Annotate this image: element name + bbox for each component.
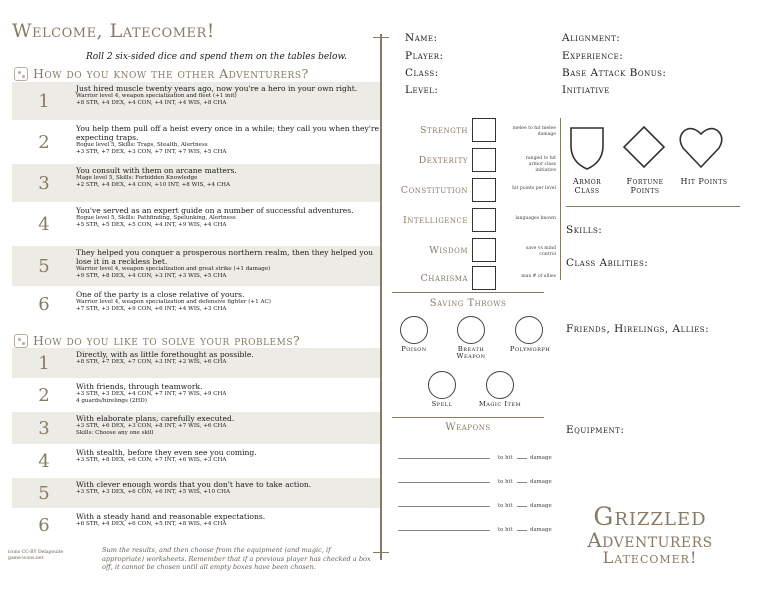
row-stats: +9 STR, +8 DEX, +4 CON, +3 INT, +3 WIS, +5 CHA — [76, 273, 227, 279]
row-stats: +8 STR, +7 DEX, +7 CON, +3 INT, +2 WIS, +6 CHA — [76, 359, 227, 365]
ability-label: Dexterity — [418, 155, 468, 166]
field-level[interactable]: Level: — [405, 84, 439, 96]
to-hit-label: to hit — [498, 479, 513, 485]
row-stats: Skills: Choose any one skill — [76, 430, 154, 436]
damage-label: damage — [530, 455, 552, 461]
save-spell-circle[interactable] — [428, 371, 456, 399]
row-stats: Mage level 5, Skills: Forbidden Knowledge — [76, 175, 198, 181]
field-experience[interactable]: Experience: — [562, 50, 624, 62]
row-stats: Rogue level 5, Skills: Traps, Stealth, Alertness — [76, 142, 208, 148]
ability-score-box[interactable] — [472, 148, 496, 172]
field-player[interactable]: Player: — [405, 50, 444, 62]
diamond-icon — [621, 124, 667, 170]
row-stats: Warrior level 4, weapon specialization and fleet (+1 init) — [76, 93, 237, 99]
save-polymorph-label: Polymorph — [509, 345, 551, 353]
row-stats: +5 STR, +5 DEX, +5 CON, +4 INT, +9 WIS, +4 CHA — [76, 222, 227, 228]
ability-score-box[interactable] — [472, 238, 496, 262]
table-row[interactable] — [12, 82, 382, 120]
shield-icon — [568, 124, 606, 172]
ability-label: Wisdom — [429, 245, 468, 256]
divider-cap-top — [373, 30, 389, 38]
roll-number: 4 — [38, 213, 50, 235]
row-text — [76, 122, 382, 162]
dice-icon — [14, 67, 28, 81]
save-poison-label: Poison — [401, 345, 427, 353]
roll-number: 1 — [38, 352, 50, 374]
row-description: You consult with them on arcane matters. — [76, 166, 237, 175]
to-hit-line[interactable] — [517, 458, 527, 459]
damage-label: damage — [530, 503, 552, 509]
row-stats: +3 STR, +7 DEX, +3 CON, +7 INT, +7 WIS, +5 CHA — [76, 149, 227, 155]
rule-line — [392, 417, 544, 418]
row-description: With elaborate plans, carefully executed. — [76, 414, 235, 423]
save-spell-label: Spell — [431, 400, 453, 408]
weapon-name-line[interactable] — [398, 458, 490, 459]
roll-number: 5 — [38, 255, 50, 277]
save-breath-label: Breath Weapon — [456, 345, 486, 360]
row-description: You've served as an expert guide on a number of successful adventures. — [76, 206, 354, 215]
ability-score-box[interactable] — [472, 118, 496, 142]
row-text — [76, 348, 382, 378]
roll-number: 3 — [38, 417, 50, 439]
credit-line: game-icons.net — [8, 556, 44, 561]
to-hit-line[interactable] — [517, 530, 527, 531]
section-heading-label: How do you like to solve your problems? — [33, 333, 301, 348]
table-row[interactable] — [12, 412, 382, 444]
roll-number: 5 — [38, 482, 50, 504]
logo-latecomer: Latecomer! — [602, 548, 698, 567]
table-row[interactable] — [12, 288, 382, 320]
row-text — [76, 478, 382, 508]
save-polymorph-circle[interactable] — [515, 316, 543, 344]
weapon-name-line[interactable] — [398, 530, 490, 531]
ability-label: Charisma — [420, 273, 468, 284]
row-stats: +3 STR, +3 DEX, +6 CON, +6 INT, +5 WIS, +10 CHA — [76, 489, 231, 495]
ability-note: max # of allies — [521, 274, 556, 279]
roll-number: 6 — [38, 514, 50, 536]
row-description: Directly, with as little forethought as possible. — [76, 350, 254, 359]
equipment-label[interactable]: Equipment: — [566, 424, 625, 436]
field-initiative[interactable]: Initiative — [562, 84, 610, 96]
table-row[interactable] — [12, 122, 382, 162]
logo-adventurers: Adventurers — [587, 528, 713, 552]
save-breath-circle[interactable] — [457, 316, 485, 344]
save-magic-item-circle[interactable] — [486, 371, 514, 399]
ability-score-box[interactable] — [472, 208, 496, 232]
damage-label: damage — [530, 527, 552, 533]
saving-throws-heading: Saving Throws — [429, 298, 507, 309]
heart-icon — [678, 124, 724, 170]
friends-hirelings-allies-label[interactable]: Friends, Hirelings, Allies: — [566, 323, 710, 335]
rule-line — [566, 206, 740, 207]
roll-number: 1 — [38, 90, 50, 112]
row-text — [76, 510, 382, 540]
row-stats: +3 STR, +6 DEX, +3 CON, +8 INT, +7 WIS, +6 CHA — [76, 423, 227, 429]
armor-class-label: Armor Class — [572, 177, 602, 195]
row-text — [76, 164, 382, 202]
hit-points-label: Hit Points — [680, 177, 728, 186]
weapon-name-line[interactable] — [398, 506, 490, 507]
weapon-name-line[interactable] — [398, 482, 490, 483]
to-hit-label: to hit — [498, 527, 513, 533]
row-description: With stealth, before they even see you coming. — [76, 448, 257, 457]
row-description: You help them pull off a heist every once in a while; they call you when they're expecting traps. — [76, 124, 379, 142]
row-stats: +7 STR, +3 DEX, +9 CON, +6 INT, +4 WIS, +3 CHA — [76, 306, 227, 312]
ability-note: languages known — [515, 216, 556, 221]
to-hit-label: to hit — [498, 503, 513, 509]
row-stats: +3 STR, +3 DEX, +4 CON, +7 INT, +7 WIS, +9 CHA — [76, 391, 227, 397]
table-row[interactable] — [12, 478, 382, 508]
row-description: They helped you conquer a prosperous northern realm, then they helped you lose it in a reckless bet. — [76, 248, 374, 266]
ability-label: Constitution — [400, 185, 468, 196]
table-row[interactable] — [12, 446, 382, 476]
credit-line: icons CC-BY Delapouite — [8, 550, 64, 555]
row-stats: Warrior level 4, weapon specialization and defensive fighter (+1 AC) — [76, 299, 271, 305]
row-description: One of the party is a close relative of yours. — [76, 290, 245, 299]
fortune-points-label: Fortune Points — [626, 177, 664, 195]
table-row[interactable] — [12, 380, 382, 410]
ability-note: hit points per level — [512, 186, 556, 191]
table-row[interactable] — [12, 164, 382, 202]
ability-score-box[interactable] — [472, 266, 496, 290]
damage-label: damage — [530, 479, 552, 485]
to-hit-line[interactable] — [517, 482, 527, 483]
column-divider — [380, 34, 382, 560]
roll-number: 2 — [38, 384, 50, 406]
logo-grizzled: Grizzled — [593, 502, 707, 531]
table-row[interactable] — [12, 510, 382, 540]
dice-icon — [14, 334, 28, 348]
row-stats: +3 STR, +8 DEX, +6 CON, +7 INT, +6 WIS, +3 CHA — [76, 457, 227, 463]
skills-label[interactable]: Skills: — [566, 224, 603, 236]
field-alignment[interactable]: Alignment: — [562, 32, 621, 44]
row-description: With friends, through teamwork. — [76, 382, 203, 391]
rule-line — [392, 292, 544, 293]
table-row[interactable] — [12, 204, 382, 244]
instructions: Roll 2 six-sided dice and spend them on the tables below. — [86, 52, 347, 62]
page-title: Welcome, Latecomer! — [12, 20, 215, 42]
row-stats: Warrior level 4, weapon specialization and great strike (+1 damage) — [76, 266, 271, 272]
roll-number: 4 — [38, 450, 50, 472]
table-row[interactable] — [12, 246, 382, 286]
row-stats: +2 STR, +4 DEX, +4 CON, +10 INT, +8 WIS, +4 CHA — [76, 182, 231, 188]
roll-number: 6 — [38, 293, 50, 315]
class-abilities-label[interactable]: Class Abilities: — [566, 257, 649, 269]
row-text — [76, 446, 382, 476]
row-description: Just hired muscle twenty years ago, now you're a hero in your own right. — [76, 84, 358, 93]
row-text — [76, 82, 382, 120]
row-stats: Rogue level 5, Skills: Pathfinding, Spelunking, Alertness — [76, 215, 236, 221]
row-stats: +8 STR, +4 DEX, +4 CON, +4 INT, +4 WIS, +8 CHA — [76, 100, 227, 106]
row-text — [76, 412, 382, 444]
roll-number: 2 — [38, 131, 50, 153]
row-text — [76, 204, 382, 244]
section-heading-know — [14, 66, 309, 81]
ability-label: Intelligence — [402, 215, 468, 226]
save-poison-circle[interactable] — [400, 316, 428, 344]
weapons-heading: Weapons — [445, 422, 491, 433]
ability-note: ranged to hit armor class initiative — [525, 156, 556, 173]
row-text — [76, 288, 382, 320]
ability-divider — [560, 118, 561, 280]
section-heading-label: How do you know the other Adventurers? — [33, 66, 309, 81]
row-text — [76, 246, 382, 286]
divider-cap-bottom — [373, 552, 389, 560]
row-description: With a steady hand and reasonable expectations. — [76, 512, 266, 521]
ability-score-box[interactable] — [472, 178, 496, 202]
row-stats: +6 STR, +4 DEX, +6 CON, +5 INT, +8 WIS, +4 CHA — [76, 521, 227, 527]
row-stats: 4 guards/hirelings (2HD) — [76, 398, 147, 404]
ability-note: save vs mind control — [525, 246, 556, 257]
section-heading-solve — [14, 333, 300, 348]
save-magic-item-label: Magic Item — [478, 400, 522, 408]
field-name[interactable]: Name: — [405, 32, 438, 44]
ability-note: melee to hit melee damage — [512, 126, 556, 137]
icon-credit — [8, 550, 63, 562]
row-text — [76, 380, 382, 410]
to-hit-line[interactable] — [517, 506, 527, 507]
row-description: With clever enough words that you don't have to take action. — [76, 480, 312, 489]
field-base-attack-bonus[interactable]: Base Attack Bonus: — [562, 67, 667, 79]
table-row[interactable] — [12, 348, 382, 378]
to-hit-label: to hit — [498, 455, 513, 461]
ability-label: Strength — [419, 125, 468, 136]
footnote: Sum the results, and then choose from the equipment (and magic, if appropriate) worksheets. Remember that if a previous player has checked a box off, it cannot be chosen until all empty boxes have been chosen. — [102, 546, 371, 571]
field-class[interactable]: Class: — [405, 67, 439, 79]
roll-number: 3 — [38, 172, 50, 194]
